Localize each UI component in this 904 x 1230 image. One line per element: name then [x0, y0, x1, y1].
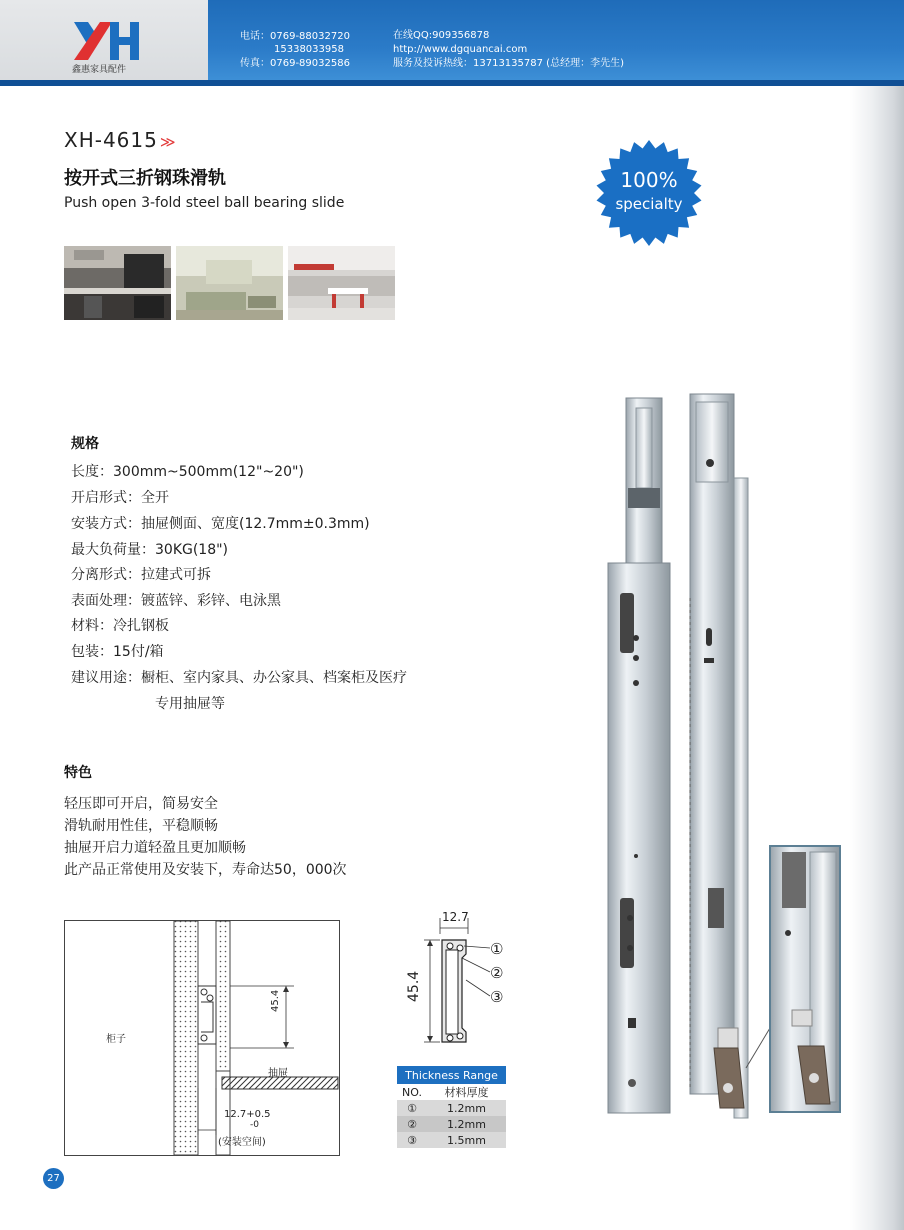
company-name: 鑫惠家具配件 [72, 65, 127, 75]
table-row [397, 1116, 506, 1132]
spec-max-load: 最大负荷量：30KG(18") [71, 542, 229, 558]
install-space-label: (安装空间) [218, 1137, 266, 1148]
callout-2: ② [490, 964, 504, 982]
gap-tolerance: -0 [250, 1120, 259, 1130]
product-code [64, 128, 177, 152]
thickness-title: Thickness Range [397, 1066, 506, 1084]
phone-text: 电话：0769-88032720 [240, 31, 350, 42]
thickness-row-value: 1.2mm [447, 1101, 486, 1115]
page-curl-shadow [850, 86, 904, 1230]
company-logo-icon [70, 20, 142, 62]
profile-diagram [400, 910, 510, 1056]
qq-text: 在线QQ:909356878 [393, 30, 490, 41]
photo-dining-room [288, 246, 395, 320]
product-name-cn: 按开式三折钢珠滑轨 [64, 168, 226, 189]
spec-length: 长度：300mm~500mm(12"~20") [71, 464, 304, 480]
starburst-icon [596, 140, 702, 246]
thickness-row-value: 1.5mm [447, 1133, 486, 1147]
callout-1: ① [490, 940, 504, 958]
thickness-row-no: ③ [407, 1133, 417, 1147]
spec-install: 安装方式：抽屉侧面、宽度(12.7mm±0.3mm) [71, 516, 370, 532]
spec-open-type: 开启形式：全开 [71, 490, 169, 506]
table-row [397, 1100, 506, 1116]
fax-text: 传真：0769-89032586 [240, 58, 350, 69]
profile-width-dim: 12.7 [442, 910, 469, 924]
height-dimension: 45.4 [270, 989, 281, 1012]
spec-packing: 包装：15付/箱 [71, 644, 164, 660]
table-row [397, 1132, 506, 1148]
product-name-en: Push open 3-fold steel ball bearing slide [64, 195, 345, 211]
thickness-col-no: NO. [402, 1085, 422, 1099]
thickness-table [397, 1066, 506, 1148]
website-link[interactable]: http://www.dgquancai.com [393, 44, 528, 55]
photo-kitchen [64, 246, 171, 320]
double-chevron-icon: ≫ [159, 133, 177, 151]
specs-heading: 规格 [71, 436, 99, 452]
features-heading: 特色 [64, 765, 92, 781]
phone2-text: 15338033958 [274, 44, 344, 55]
feature-2: 滑轨耐用性佳，平稳顺畅 [64, 818, 218, 834]
drawer-label: 抽屉 [268, 1068, 288, 1079]
thickness-col-value: 材料厚度 [444, 1086, 489, 1099]
header-underline [0, 80, 904, 86]
thickness-row-value: 1.2mm [447, 1117, 486, 1131]
logo-area [0, 0, 208, 80]
spec-usage: 建议用途：橱柜、室内家具、办公家具、档案柜及医疗 [71, 670, 407, 686]
photo-living-room [176, 246, 283, 320]
thickness-row-no: ② [407, 1117, 417, 1131]
profile-height-dim: 45.4 [406, 970, 422, 1002]
product-illustration [598, 388, 848, 1128]
page-number: 27 [43, 1168, 64, 1189]
cabinet-label: 柜子 [106, 1034, 126, 1045]
gap-dimension: 12.7+0.5 [224, 1109, 271, 1120]
badge-line2: specialty [615, 195, 683, 213]
specialty-badge [596, 140, 702, 246]
spec-surface: 表面处理：镀蓝锌、彩锌、电泳黑 [71, 593, 281, 609]
product-code-text: XH-4615 [64, 128, 158, 152]
spec-material: 材料：冷扎钢板 [71, 618, 169, 634]
thickness-row-no: ① [407, 1101, 417, 1115]
install-diagram [64, 920, 340, 1156]
spec-usage-cont: 专用抽屉等 [155, 696, 225, 712]
feature-1: 轻压即可开启，简易安全 [64, 796, 218, 812]
drawer-slide-drawing [598, 388, 848, 1128]
badge-line1: 100% [620, 168, 678, 192]
feature-3: 抽屉开启力道轻盈且更加顺畅 [64, 840, 246, 856]
callout-3: ③ [490, 988, 504, 1006]
feature-4: 此产品正常使用及安装下，寿命达50，000次 [64, 862, 347, 878]
spec-separation: 分离形式：拉建式可拆 [71, 567, 211, 583]
hotline-text: 服务及投诉热线：13713135787 (总经理：李先生) [393, 58, 624, 69]
